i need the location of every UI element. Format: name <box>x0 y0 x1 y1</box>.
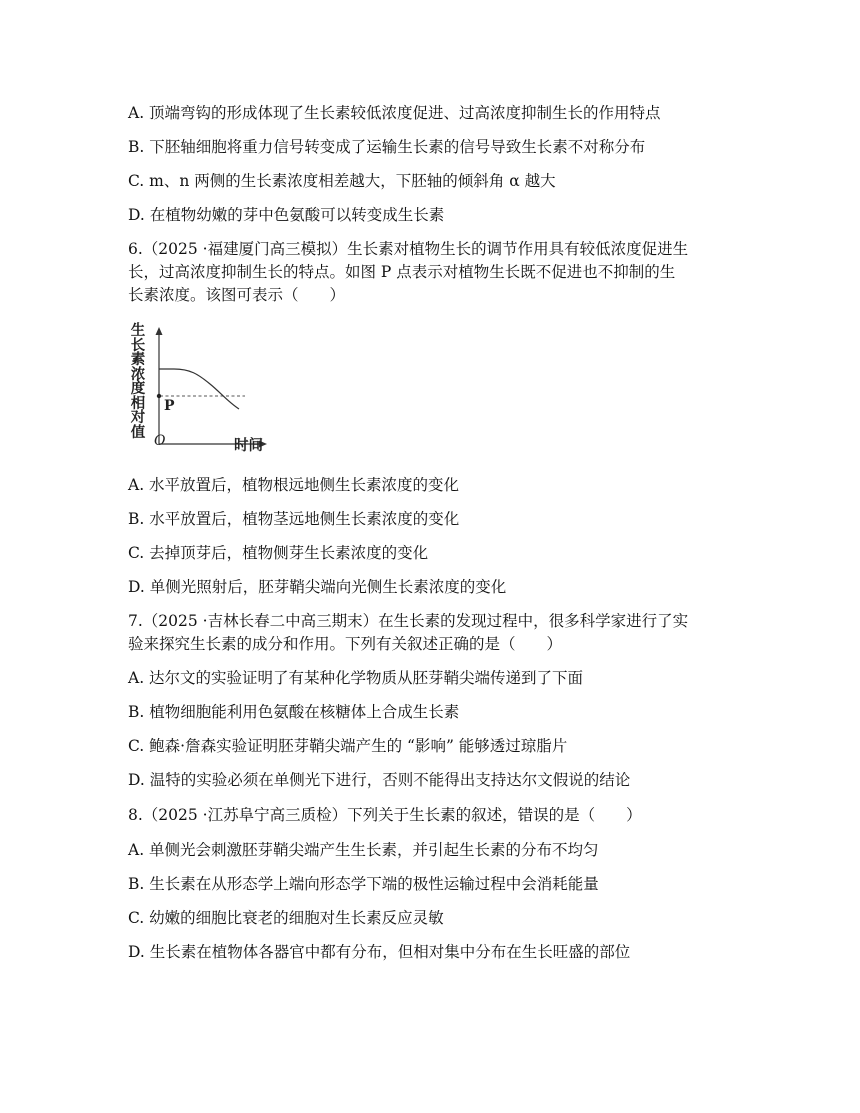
p-label: P <box>164 398 175 414</box>
q5-option-b: B. 下胚轴细胞将重力信号转变成了运输生长素的信号导致生长素不对称分布 <box>128 138 646 156</box>
q5-option-d: D. 在植物幼嫩的芽中色氨酸可以转变成生长素 <box>128 206 445 224</box>
q7-option-a: A. 达尔文的实验证明了有某种化学物质从胚芽鞘尖端传递到了下面 <box>128 669 584 687</box>
q6-stem-line-3: 长素浓度。该图可表示（ ） <box>128 286 346 304</box>
q8-option-c: C. 幼嫩的细胞比衰老的细胞对生长素反应灵敏 <box>128 909 444 927</box>
origin-label: O <box>154 433 166 449</box>
q6-option-a: A. 水平放置后，植物根远地侧生长素浓度的变化 <box>128 476 460 494</box>
q6-option-b: B. 水平放置后，植物茎远地侧生长素浓度的变化 <box>128 510 460 528</box>
p-point <box>157 394 161 398</box>
q7-stem-line-1: 7.（2025 ·吉林长春二中高三期末）在生长素的发现过程中，很多科学家进行了实 <box>128 612 689 630</box>
q7-option-c: C. 鲍森·詹森实验证明胚芽鞘尖端产生的 “影响” 能够透过琼脂片 <box>128 737 568 755</box>
q7-option-d: D. 温特的实验必须在单侧光下进行，否则不能得出支持达尔文假说的结论 <box>128 771 631 789</box>
q8-stem-line-1: 8.（2025 ·江苏阜宁高三质检）下列关于生长素的叙述，错误的是（ ） <box>128 806 642 824</box>
q6-stem-line-2: 长，过高浓度抑制生长的特点。如图 P 点表示对植物生长既不促进也不抑制的生 <box>128 263 676 281</box>
q5-option-a: A. 顶端弯钩的形成体现了生长素较低浓度促进、过高浓度抑制生长的作用特点 <box>128 104 661 122</box>
y-axis-arrow <box>156 327 163 335</box>
q7-option-b: B. 植物细胞能利用色氨酸在核糖体上合成生长素 <box>128 703 460 721</box>
q5-option-c: C. m、n 两侧的生长素浓度相差越大，下胚轴的倾斜角 α 越大 <box>128 172 556 190</box>
q6-figure <box>128 318 278 458</box>
q7-stem-line-2: 验来探究生长素的成分和作用。下列有关叙述正确的是（ ） <box>128 635 563 653</box>
q8-option-a: A. 单侧光会刺激胚芽鞘尖端产生生长素，并引起生长素的分布不均匀 <box>128 841 599 859</box>
q6-option-c: C. 去掉顶芽后，植物侧芽生长素浓度的变化 <box>128 544 429 562</box>
q6-option-d: D. 单侧光照射后，胚芽鞘尖端向光侧生长素浓度的变化 <box>128 578 507 596</box>
y-axis-label: 生长素浓度相对值 <box>130 322 146 441</box>
q8-option-b: B. 生长素在从形态学上端向形态学下端的极性运输过程中会消耗能量 <box>128 875 599 893</box>
q8-option-d: D. 生长素在植物体各器官中都有分布，但相对集中分布在生长旺盛的部位 <box>128 943 631 961</box>
q6-stem-line-1: 6.（2025 ·福建厦门高三模拟）生长素对植物生长的调节作用具有较低浓度促进生 <box>128 240 689 258</box>
x-axis-label: 时间 <box>234 437 263 454</box>
